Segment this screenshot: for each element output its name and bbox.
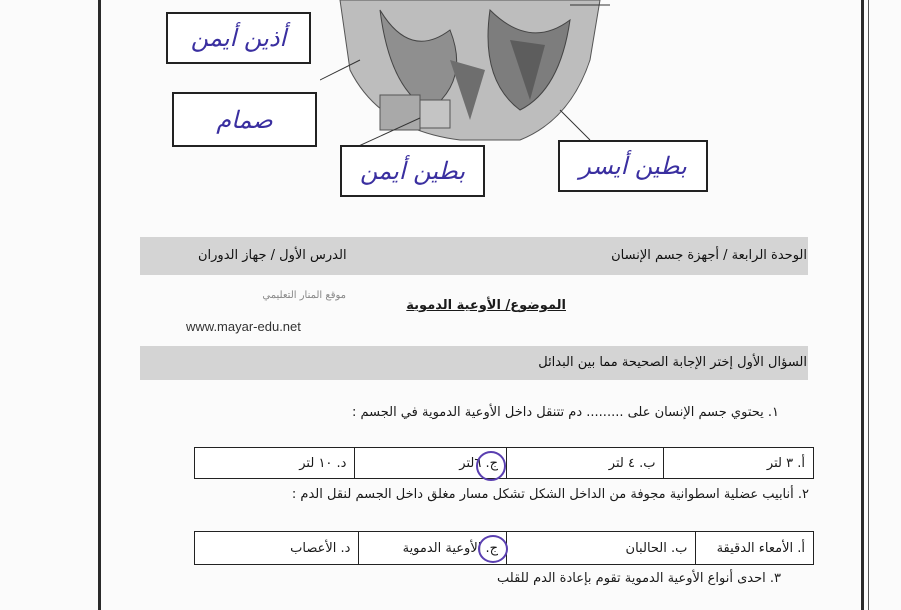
q1-option-d[interactable]: د. ١٠ لتر xyxy=(299,455,347,471)
label-right-atrium: أذين أيمن xyxy=(190,24,287,52)
q2-option-b[interactable]: ب. الحالبان xyxy=(506,532,695,564)
label-box-valve xyxy=(172,92,317,147)
page-border-right-inner xyxy=(868,0,869,610)
q1-option-a[interactable]: أ. ٣ لتر xyxy=(663,448,813,478)
q2-option-a[interactable]: أ. الأمعاء الدقيقة xyxy=(695,532,813,564)
label-valve: صمام xyxy=(216,105,273,134)
q1-option-b[interactable]: ب. ٤ لتر xyxy=(506,448,663,478)
label-right-ventricle: بطين أيمن xyxy=(360,157,465,185)
lesson-title: الدرس الأول / جهاز الدوران xyxy=(198,248,347,263)
label-left-ventricle: بطين أيسر xyxy=(579,152,687,180)
page-border-right xyxy=(861,0,864,610)
label-box-right-atrium xyxy=(166,12,311,64)
q2-option-d[interactable]: د. الأعصاب xyxy=(290,540,351,556)
unit-title: الوحدة الرابعة / أجهزة جسم الإنسان xyxy=(611,248,807,263)
q2-option-c[interactable]: ج. الأوعية الدموية xyxy=(358,532,506,564)
topic-heading: الموضوع/ الأوعية الدموية xyxy=(406,298,566,313)
logo-url: www.mayar-edu.net xyxy=(186,319,301,334)
page-border-left xyxy=(98,0,101,610)
question-3-text: ٣. احدى أنواع الأوعية الدموية تقوم بإعادة الدم للقلب xyxy=(497,571,781,586)
question-1-text: ١. يحتوي جسم الإنسان على ......... دم تتنقل داخل الأوعية الدموية في الجسم : xyxy=(351,405,779,420)
q1-answer-circle xyxy=(476,451,506,481)
question-2-text: ٢. أنابيب عضلية اسطوانية مجوفة من الداخل الشكل تشكل مسار مغلق داخل الجسم لنقل الدم : xyxy=(291,487,809,502)
q2-answer-circle xyxy=(478,535,508,563)
logo-arabic-text: موقع المنار التعليمي xyxy=(262,290,346,301)
section-title: السؤال الأول إختر الإجابة الصحيحة مما بين البدائل xyxy=(538,355,807,370)
q1-option-c[interactable]: ج. ٦لتر xyxy=(354,448,506,478)
site-logo xyxy=(186,290,346,334)
heart-diagram xyxy=(320,0,620,150)
label-box-left-ventricle xyxy=(558,140,708,192)
label-box-right-ventricle xyxy=(340,145,485,197)
